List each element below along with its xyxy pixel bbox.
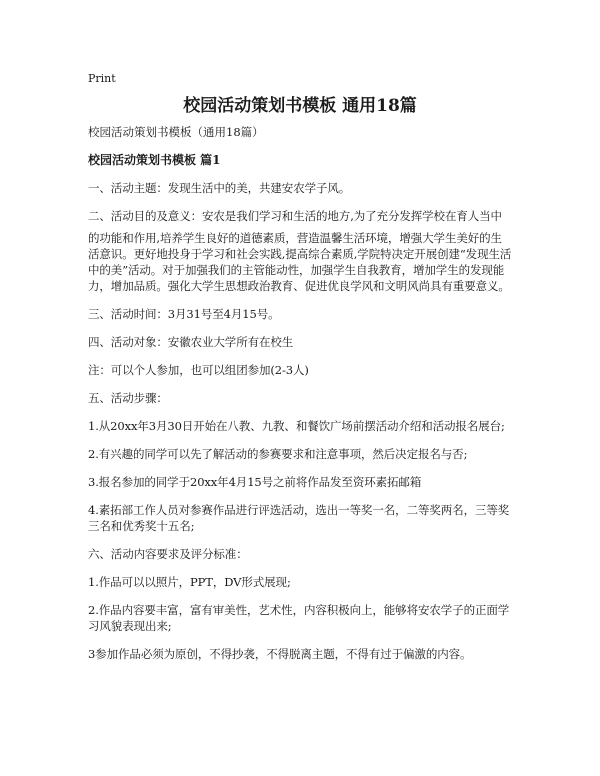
paragraph-steps-heading: 五、活动步骤： bbox=[88, 391, 168, 405]
paragraph-requirements-heading: 六、活动内容要求及评分标准： bbox=[88, 547, 248, 561]
document-title: 校园活动策划书模板 通用18篇 bbox=[183, 96, 417, 116]
paragraph-step-2: 2.有兴趣的同学可以先了解活动的参赛要求和注意事项，然后决定报名与否; bbox=[88, 447, 468, 461]
paragraph-step-3: 3.报名参加的同学于20xx年4月15号之前将作品发至资环素拓邮箱 bbox=[88, 475, 422, 489]
paragraph-purpose-continued: 的功能和作用,培养学生良好的道德素质，营造温馨生活环境，增强大学生美好的生活意识。更好地投身于学习和社会实践,提高综合素质,学院特决定开展创建“发现生活中的美”活动。对于加强我们的主管能动性，加强学生自我教育，增加学生的发现能力，增加品质。强化大学生思想政治教育、促进优良学风和文明风尚具有重要意义。 bbox=[88, 231, 512, 293]
paragraph-requirement-1: 1.作品可以以照片，PPT，DV形式展现; bbox=[88, 575, 291, 589]
section-heading: 校园活动策划书模板 篇1 bbox=[88, 153, 221, 167]
document-subtitle: 校园活动策划书模板（通用18篇） bbox=[88, 125, 264, 139]
paragraph-theme: 一、活动主题：发现生活中的美，共建安农学子风。 bbox=[88, 181, 351, 195]
paragraph-time: 三、活动时间：3月31号至4月15号。 bbox=[88, 307, 280, 321]
paragraph-purpose: 二、活动目的及意义：安农是我们学习和生活的地方,为了充分发挥学校在育人当中 bbox=[88, 209, 502, 223]
paragraph-requirement-2: 2.作品内容要丰富，富有审美性，艺术性，内容积极向上，能够将安农学子的正面学习风貌表现出来; bbox=[88, 603, 510, 633]
print-label[interactable]: Print bbox=[88, 72, 116, 85]
paragraph-step-4: 4.素拓部工作人员对参赛作品进行评选活动，选出一等奖一名，二等奖两名，三等奖三名和优秀奖十五名; bbox=[88, 503, 510, 533]
paragraph-requirement-3: 3参加作品必须为原创，不得抄袭，不得脱离主题，不得有过于偏激的内容。 bbox=[88, 647, 472, 661]
paragraph-step-1: 1.从20xx年3月30日开始在八教、九教、和餐饮广场前摆活动介绍和活动报名展台; bbox=[88, 419, 505, 433]
paragraph-note: 注：可以个人参加，也可以组团参加(2-3人) bbox=[88, 363, 309, 377]
paragraph-audience: 四、活动对象：安徽农业大学所有在校生 bbox=[88, 335, 294, 349]
